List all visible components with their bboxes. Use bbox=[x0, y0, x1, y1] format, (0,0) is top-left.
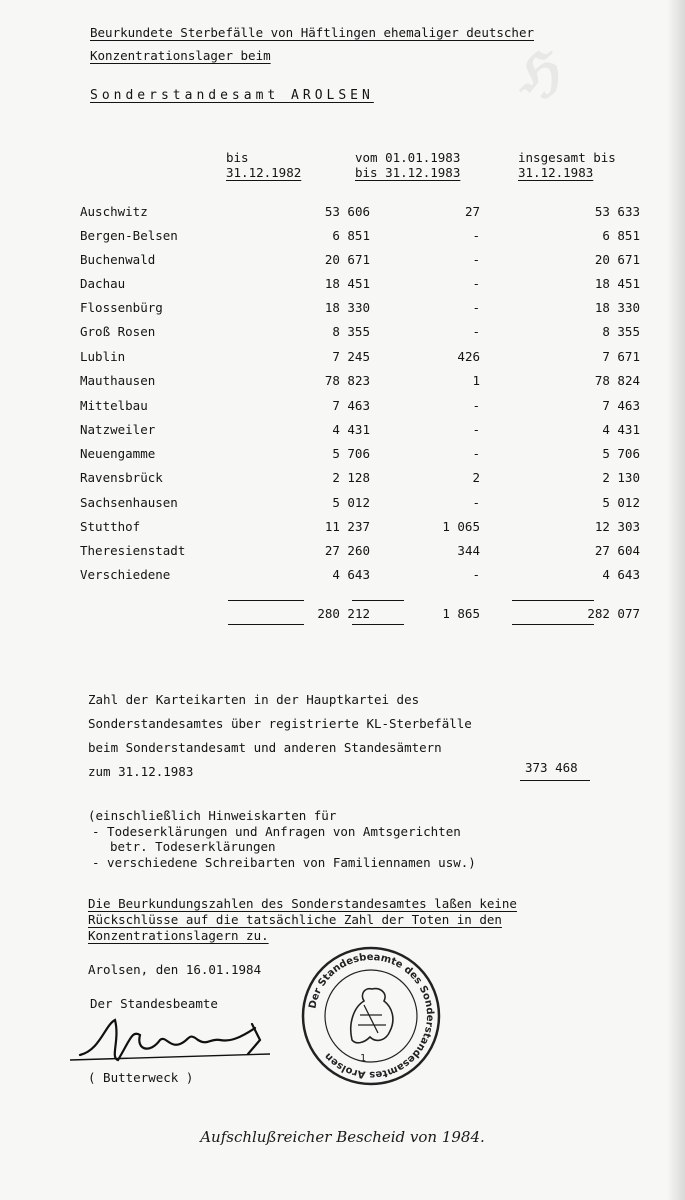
table-row bbox=[80, 300, 640, 322]
deaths-total: 27 604 bbox=[594, 543, 640, 558]
seal-number: 1 bbox=[360, 1053, 367, 1064]
camp-name: Mittelbau bbox=[80, 398, 148, 413]
camp-name: Auschwitz bbox=[80, 204, 148, 219]
deaths-until-1982: 78 823 bbox=[324, 373, 370, 388]
deaths-until-1982: 53 606 bbox=[324, 204, 370, 219]
deaths-until-1982: 8 355 bbox=[332, 324, 370, 339]
total-rule-bottom-b bbox=[352, 624, 404, 625]
warning-line-3: Konzentrationslagern zu. bbox=[88, 928, 269, 943]
camp-name: Buchenwald bbox=[80, 252, 156, 267]
deaths-total: 2 130 bbox=[602, 470, 640, 485]
card-index-line-2: Sonderstandesamtes über registrierte KL-Sterbefälle bbox=[88, 716, 472, 731]
deaths-total: 20 671 bbox=[594, 252, 640, 267]
deaths-total: 5 706 bbox=[602, 446, 640, 461]
camp-name: Verschiedene bbox=[80, 567, 171, 582]
deaths-1983: - bbox=[472, 228, 480, 243]
deaths-1983: - bbox=[472, 446, 480, 461]
deaths-total: 12 303 bbox=[594, 519, 640, 534]
camp-name: Flossenbürg bbox=[80, 300, 163, 315]
column-header-1983 bbox=[355, 150, 460, 180]
warning-line-2: Rückschlüsse auf die tatsächliche Zahl der Toten in den bbox=[88, 912, 502, 927]
camp-name: Mauthausen bbox=[80, 373, 156, 388]
deaths-total: 7 671 bbox=[602, 349, 640, 364]
figure-caption: Aufschlußreicher Bescheid von 1984. bbox=[200, 1128, 485, 1146]
card-index-line-3: beim Sonderstandesamt und anderen Standesämtern bbox=[88, 740, 442, 755]
table-row bbox=[80, 252, 640, 274]
deaths-1983: - bbox=[472, 276, 480, 291]
camp-name: Sachsenhausen bbox=[80, 495, 178, 510]
deaths-total: 18 330 bbox=[594, 300, 640, 315]
table-row bbox=[80, 446, 640, 468]
camp-name: Neuengamme bbox=[80, 446, 156, 461]
notes-line-3: betr. Todeserklärungen bbox=[110, 839, 276, 854]
total-rule-top-c bbox=[512, 600, 594, 601]
deaths-until-1982: 2 128 bbox=[332, 470, 370, 485]
deaths-total: 6 851 bbox=[602, 228, 640, 243]
total-until-1982: 280 212 bbox=[317, 606, 370, 621]
card-index-paragraph bbox=[88, 688, 472, 784]
table-row bbox=[80, 276, 640, 298]
deaths-1983: - bbox=[472, 398, 480, 413]
table-row bbox=[80, 398, 640, 420]
deaths-1983: 2 bbox=[472, 470, 480, 485]
column-header-until-1982 bbox=[226, 150, 301, 180]
total-rule-bottom-a bbox=[228, 624, 304, 625]
table-row bbox=[80, 373, 640, 395]
deaths-until-1982: 5 706 bbox=[332, 446, 370, 461]
office-title: Sonderstandesamt AROLSEN bbox=[90, 88, 374, 103]
deaths-1983: - bbox=[472, 495, 480, 510]
column-header-1983-line1: vom 01.01.1983 bbox=[355, 150, 461, 165]
table-row bbox=[80, 495, 640, 517]
table-row bbox=[80, 470, 640, 492]
card-index-count-rule bbox=[520, 780, 590, 781]
deaths-until-1982: 18 330 bbox=[324, 300, 370, 315]
deaths-1983: 27 bbox=[464, 204, 480, 219]
deaths-until-1982: 5 012 bbox=[332, 495, 370, 510]
deaths-total: 4 431 bbox=[602, 422, 640, 437]
total-rule-bottom-c bbox=[512, 624, 594, 625]
camp-name: Theresienstadt bbox=[80, 543, 186, 558]
deaths-1983: 1 bbox=[472, 373, 480, 388]
official-seal-stamp bbox=[300, 945, 442, 1087]
camp-name: Ravensbrück bbox=[80, 470, 163, 485]
camp-name: Lublin bbox=[80, 349, 126, 364]
deaths-total: 5 012 bbox=[602, 495, 640, 510]
notes-line-4: - verschiedene Schreibarten von Familiennamen usw.) bbox=[92, 854, 476, 870]
deaths-until-1982: 6 851 bbox=[332, 228, 370, 243]
deaths-until-1982: 4 643 bbox=[332, 567, 370, 582]
deaths-until-1982: 11 237 bbox=[324, 519, 370, 534]
deaths-1983: 344 bbox=[457, 543, 480, 558]
card-index-line-1: Zahl der Karteikarten in der Hauptkartei des bbox=[88, 692, 420, 707]
total-rule-top-a bbox=[228, 600, 304, 601]
total-overall: 282 077 bbox=[587, 606, 640, 621]
warning-paragraph bbox=[88, 896, 517, 944]
handwritten-signature bbox=[70, 1010, 280, 1070]
notes-line-2: - Todeserklärungen und Anfragen von Amtsgerichten bbox=[92, 823, 461, 839]
notes-line-1: (einschließlich Hinweiskarten für bbox=[88, 808, 337, 823]
place-date: Arolsen, den 16.01.1984 bbox=[88, 962, 262, 977]
official-title: Der Standesbeamte bbox=[90, 996, 218, 1011]
deaths-total: 53 633 bbox=[594, 204, 640, 219]
deaths-1983: - bbox=[472, 252, 480, 267]
card-index-line-4: zum 31.12.1983 bbox=[88, 764, 194, 779]
deaths-1983: 426 bbox=[457, 349, 480, 364]
column-header-total bbox=[518, 150, 616, 180]
table-row bbox=[80, 349, 640, 371]
column-header-1983-line2: bis 31.12.1983 bbox=[355, 165, 461, 180]
page-edge-shadow bbox=[667, 0, 685, 1200]
official-name: ( Butterweck ) bbox=[88, 1070, 194, 1085]
deaths-1983: 1 065 bbox=[442, 519, 480, 534]
table-row bbox=[80, 324, 640, 346]
card-index-count: 373 468 bbox=[525, 760, 578, 775]
deaths-1983: - bbox=[472, 324, 480, 339]
deaths-1983: - bbox=[472, 300, 480, 315]
deaths-total: 18 451 bbox=[594, 276, 640, 291]
camp-name: Natzweiler bbox=[80, 422, 156, 437]
camp-name: Groß Rosen bbox=[80, 324, 156, 339]
deaths-total: 78 824 bbox=[594, 373, 640, 388]
camp-name: Stutthof bbox=[80, 519, 141, 534]
bleed-through-text: ℌ bbox=[520, 40, 561, 104]
deaths-until-1982: 4 431 bbox=[332, 422, 370, 437]
table-row bbox=[80, 228, 640, 250]
deaths-total: 8 355 bbox=[602, 324, 640, 339]
total-rule-top-b bbox=[352, 600, 404, 601]
column-header-until-1982-line2: 31.12.1982 bbox=[226, 165, 302, 180]
header-line-2: Konzentrationslager beim bbox=[90, 48, 271, 63]
deaths-1983: - bbox=[472, 567, 480, 582]
column-header-total-line1: insgesamt bis bbox=[518, 150, 616, 165]
table-row bbox=[80, 543, 640, 565]
header-line-1: Beurkundete Sterbefälle von Häftlingen ehemaliger deutscher bbox=[90, 25, 535, 40]
table-row bbox=[80, 567, 640, 589]
seal-text: Der Standesbeamte des Sonderstandesamtes Arolsen bbox=[307, 951, 436, 1081]
table-row bbox=[80, 422, 640, 444]
deaths-until-1982: 20 671 bbox=[324, 252, 370, 267]
column-header-until-1982-line1: bis bbox=[226, 150, 249, 165]
deaths-1983: - bbox=[472, 422, 480, 437]
deaths-until-1982: 27 260 bbox=[324, 543, 370, 558]
deaths-until-1982: 18 451 bbox=[324, 276, 370, 291]
camp-name: Dachau bbox=[80, 276, 126, 291]
deaths-until-1982: 7 245 bbox=[332, 349, 370, 364]
notes-paragraph bbox=[88, 808, 476, 870]
column-header-total-line2: 31.12.1983 bbox=[518, 165, 594, 180]
warning-line-1: Die Beurkundungszahlen des Sonderstandesamtes laßen keine bbox=[88, 896, 517, 911]
total-1983: 1 865 bbox=[442, 606, 480, 621]
deaths-until-1982: 7 463 bbox=[332, 398, 370, 413]
camp-name: Bergen-Belsen bbox=[80, 228, 178, 243]
deaths-total: 4 643 bbox=[602, 567, 640, 582]
table-row bbox=[80, 204, 640, 226]
table-row bbox=[80, 519, 640, 541]
deaths-total: 7 463 bbox=[602, 398, 640, 413]
